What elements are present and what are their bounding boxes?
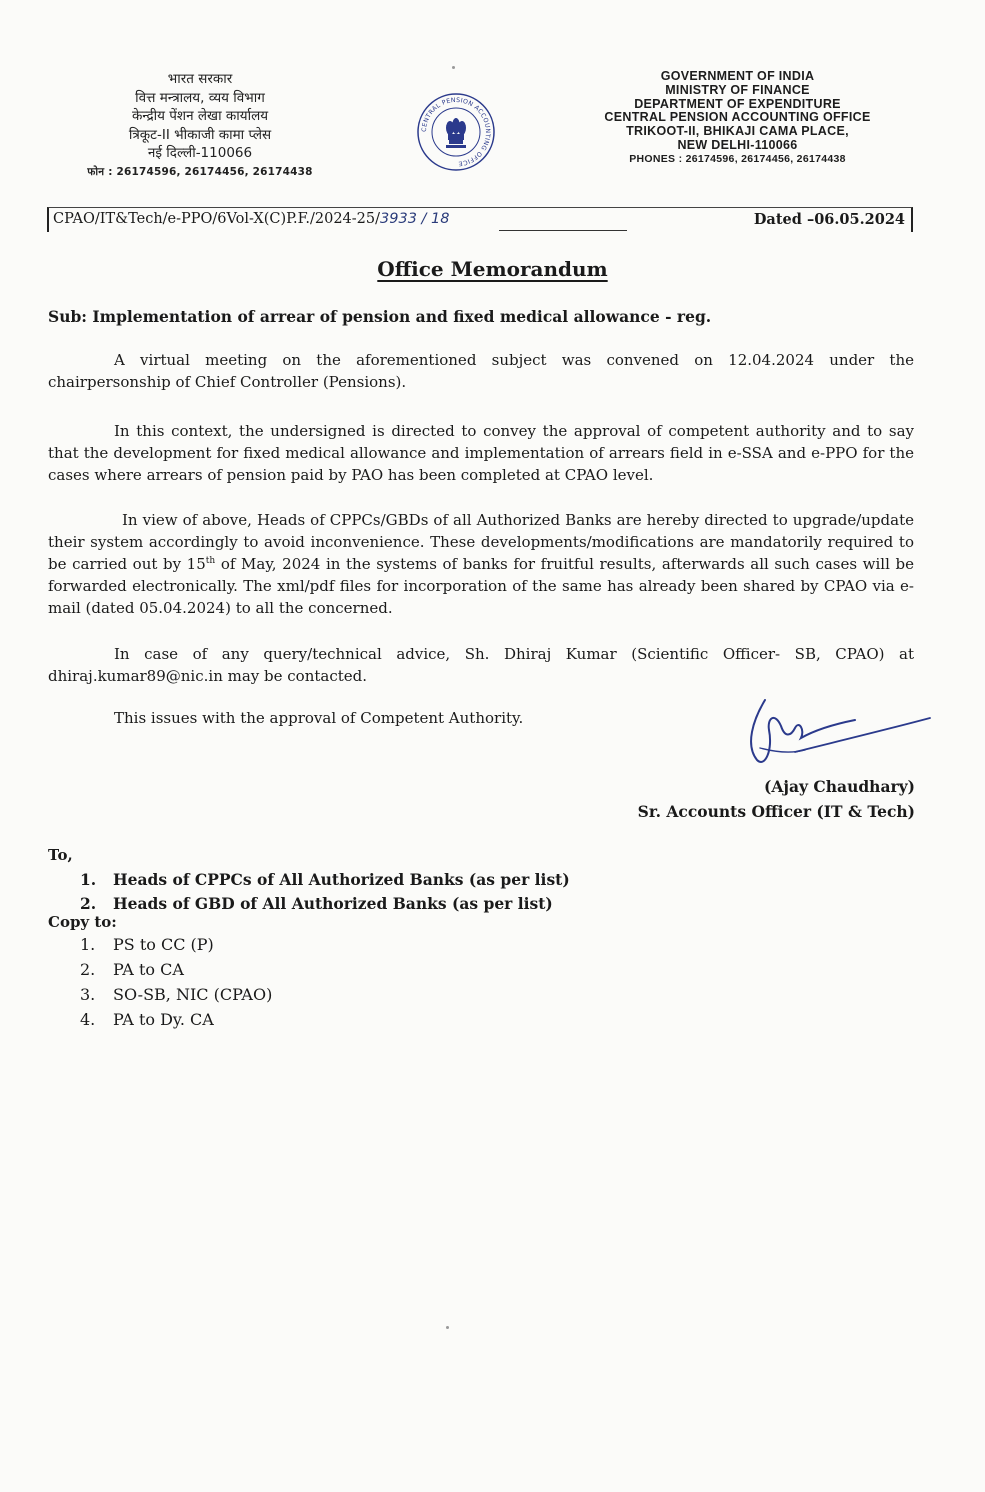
signature-icon bbox=[735, 690, 935, 780]
hindi-line-4: त्रिकूट-II भीकाजी कामा प्लेस bbox=[128, 126, 272, 143]
page-title: Office Memorandum bbox=[377, 257, 608, 281]
to-list bbox=[80, 868, 570, 916]
paragraph-3-part-a: In view of above, Heads of CPPCs/GBDs of all Authorized Banks are hereby directed to upgrade/update their system accordingly to avoid inconvenience. These developments/modifications are mandatorily required to be carried out by 15 bbox=[48, 511, 914, 573]
paragraph-4: In case of any query/technical advice, Sh. Dhiraj Kumar (Scientific Officer- SB, CPAO) at dhiraj.kumar89@nic.in may be contacted. bbox=[48, 645, 914, 685]
list-text: SO-SB, NIC (CPAO) bbox=[113, 985, 273, 1004]
eng-line-4: CENTRAL PENSION ACCOUNTING OFFICE bbox=[604, 110, 871, 125]
eng-line-6: NEW DELHI-110066 bbox=[677, 137, 798, 152]
copy-to-label: Copy to: bbox=[48, 913, 117, 931]
scan-speck bbox=[452, 66, 455, 69]
letterhead-english bbox=[545, 70, 930, 167]
eng-phones: PHONES : 26174596, 26174456, 26174438 bbox=[629, 152, 846, 165]
reference-number bbox=[53, 211, 449, 227]
reference-handwritten: 3933 / 18 bbox=[380, 211, 450, 227]
list-item bbox=[80, 1007, 272, 1032]
paragraph-2: In this context, the undersigned is directed to convey the approval of competent authority and to say that the development for fixed medical allowance and implementation of arrears field in e-SSA and e-PPO for the cases where arrears of pension paid by PAO has been completed at CPAO level. bbox=[48, 422, 914, 484]
hindi-line-1: भारत सरकार bbox=[167, 71, 233, 87]
subject-line: Sub: Implementation of arrear of pension and fixed medical allowance - reg. bbox=[48, 307, 712, 326]
dated-text: Dated –06.05.2024 bbox=[753, 211, 905, 228]
to-label: To, bbox=[48, 846, 73, 864]
list-number: 1. bbox=[80, 870, 97, 889]
list-item bbox=[80, 957, 272, 982]
paragraph-3-superscript: th bbox=[205, 556, 216, 566]
list-text: Heads of GBD of All Authorized Banks (as per list) bbox=[113, 894, 553, 913]
list-number: 3. bbox=[80, 985, 96, 1004]
hindi-line-2: वित्त मन्त्रालय, व्यय विभाग bbox=[135, 89, 265, 106]
eng-line-1: GOVERNMENT OF INDIA bbox=[660, 69, 815, 83]
lion-capital-icon bbox=[446, 118, 466, 148]
eng-line-3: DEPARTMENT OF EXPENDITURE bbox=[634, 96, 841, 111]
cpao-seal-emblem bbox=[398, 92, 514, 172]
reference-number-text: CPAO/IT&Tech/e-PPO/6Vol-X(C)P.F./2024-25/ bbox=[53, 211, 381, 227]
paragraph-3 bbox=[48, 509, 914, 619]
list-number: 2. bbox=[80, 960, 96, 979]
scan-speck bbox=[446, 1326, 449, 1329]
list-item bbox=[80, 932, 272, 957]
hindi-line-3: केन्द्रीय पेंशन लेखा कार्यालय bbox=[131, 108, 269, 124]
seal-ring-text: CENTRAL PENSION ACCOUNTING OFFICE bbox=[420, 96, 492, 167]
list-text: PS to CC (P) bbox=[113, 935, 214, 954]
signatory-designation: Sr. Accounts Officer (IT & Tech) bbox=[637, 802, 915, 821]
list-number: 2. bbox=[80, 894, 97, 913]
list-text: Heads of CPPCs of All Authorized Banks (as per list) bbox=[113, 870, 570, 889]
letterhead-hindi bbox=[40, 70, 360, 181]
copy-to-list bbox=[80, 932, 272, 1032]
list-item bbox=[80, 982, 272, 1007]
signatory-block bbox=[638, 774, 915, 824]
hindi-phones: फोन : 26174596, 26174456, 26174438 bbox=[87, 165, 313, 178]
reference-box bbox=[47, 207, 913, 232]
hindi-line-5: नई दिल्ली-110066 bbox=[147, 145, 253, 161]
list-number: 1. bbox=[80, 935, 96, 954]
list-item bbox=[80, 868, 570, 892]
paragraph-3-part-b: of May, 2024 in the systems of banks for fruitful results, afterwards all such cases will be forwarded electronically. The xml/pdf files for incorporation of the same has already been shared by CPAO via e-mail (dated 05.04.2024) to all the concerned. bbox=[48, 555, 914, 617]
paragraph-5: This issues with the approval of Competent Authority. bbox=[114, 709, 524, 727]
signatory-name: (Ajay Chaudhary) bbox=[764, 777, 915, 796]
list-number: 4. bbox=[80, 1010, 96, 1029]
list-text: PA to Dy. CA bbox=[113, 1010, 214, 1029]
eng-line-2: MINISTRY OF FINANCE bbox=[665, 82, 810, 97]
list-item bbox=[80, 892, 570, 916]
paragraph-1: A virtual meeting on the aforementioned subject was convened on 12.04.2024 under the chairpersonship of Chief Controller (Pensions). bbox=[48, 351, 914, 391]
list-text: PA to CA bbox=[113, 960, 184, 979]
reference-underline bbox=[499, 230, 627, 231]
eng-line-5: TRIKOOT-II, BHIKAJI CAMA PLACE, bbox=[626, 124, 849, 139]
